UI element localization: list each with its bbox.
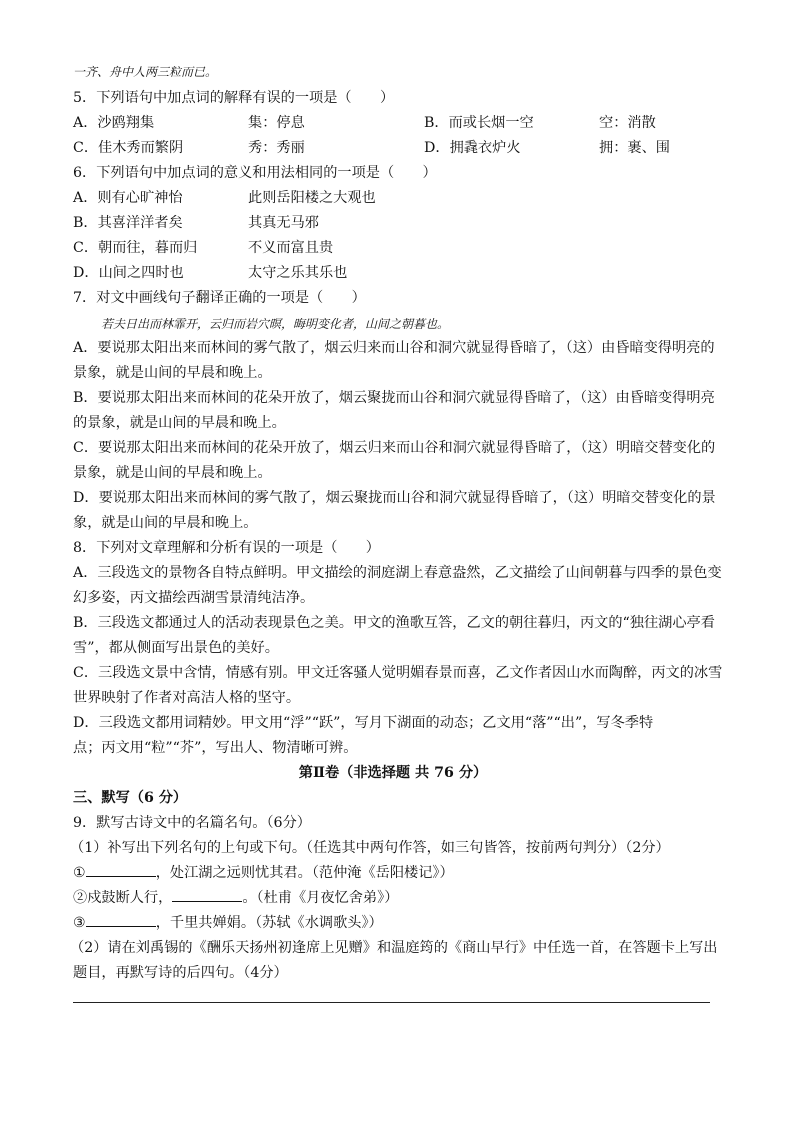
q7-option-c-line2: 景象，就是山间的早晨和晚上。	[73, 465, 272, 481]
q9-item3-blank[interactable]	[86, 914, 156, 927]
q9-item2	[73, 889, 713, 907]
q6-option-c: C．朝而往，暮而归	[73, 240, 198, 256]
q6-option-a-pair: 此则岳阳楼之大观也	[248, 190, 376, 206]
section3-title: 三、默写（6 分）	[73, 790, 188, 806]
q5-stem: 5．下列语句中加点词的解释有误的一项是（ ）	[73, 90, 395, 106]
q6-option-d-pair: 太守之乐其乐也	[248, 265, 348, 281]
q6-stem: 6．下列语句中加点词的意义和用法相同的一项是（ ）	[73, 165, 437, 181]
q7-option-d-line1: D．要说那太阳出来而林间的雾气散了，烟云聚拢而山谷和洞穴就显得昏暗了，（这）明暗交替变化的景	[73, 490, 716, 506]
q9-item1	[73, 864, 713, 882]
q9-sub1: （1）补写出下列名句的上句或下句。（任选其中两句作答，如三句皆答，按前两句判分）（2分）	[70, 840, 670, 856]
q9-sub2-line1: （2）请在刘禹锡的《酬乐天扬州初逢席上见赠》和温庭筠的《商山早行》中任选一首，在答题卡上写出	[70, 940, 718, 956]
q9-item1-prefix: ①	[73, 865, 86, 881]
q9-item3-suffix: ，千里共婵娟。（苏轼《水调歌头》）	[155, 915, 383, 931]
q6-option-b-pair: 其真无马邪	[248, 215, 319, 231]
q5-option-c-gloss: 秀：秀丽	[248, 140, 305, 156]
q8-stem: 8．下列对文章理解和分析有误的一项是（ ）	[73, 540, 380, 556]
q5-option-d-gloss: 拥：裹、围	[599, 140, 670, 156]
q8-option-d-line1: D．三段选文都用词精妙。甲文用“浮”“跃”，写月下湖面的动态；乙文用“落”“出”，写冬季特	[73, 715, 654, 731]
q8-option-d-line2: 点；丙文用“粒”“芥”，写出人、物清晰可辨。	[73, 740, 358, 756]
q8-option-c-line1: C．三段选文景中含情，情感有别。甲文迁客骚人觉明媚春景而喜，乙文作者因山水而陶醉，丙文的冰雪	[73, 665, 723, 681]
q7-option-b-line2: 的景象，就是山间的早晨和晚上。	[73, 415, 286, 431]
q8-option-a-line2: 幻多姿，丙文描绘西湖雪景清纯洁净。	[73, 590, 315, 606]
q5-option-b-gloss: 空：消散	[599, 115, 656, 131]
q6-option-d: D．山间之四时也	[73, 265, 184, 281]
q7-option-a-line1: A．要说那太阳出来而林间的雾气散了，烟云归来而山谷和洞穴就显得昏暗了，（这）由昏暗变得明亮的	[73, 340, 715, 356]
q7-option-d-line2: 象，就是山间的早晨和晚上。	[73, 515, 258, 531]
q9-item2-blank[interactable]	[172, 889, 242, 902]
q9-item1-suffix: ，处江湖之远则忧其君。（范仲淹《岳阳楼记》）	[155, 865, 454, 881]
top-fragment: 一齐、舟中人两三粒而已。	[73, 65, 218, 79]
q9-sub2-line2: 题目，再默写诗的后四句。（4分）	[73, 965, 288, 981]
answer-divider	[73, 1002, 710, 1003]
q5-option-a: A．沙鸥翔集	[73, 115, 155, 131]
q8-option-a-line1: A．三段选文的景物各自特点鲜明。甲文描绘的洞庭湖上春意盎然，乙文描绘了山间朝暮与四季的景色变	[73, 565, 722, 581]
q9-item3	[73, 914, 713, 932]
q7-option-c-line1: C．要说那太阳出来而林间的花朵开放了，烟云归来而山谷和洞穴就显得昏暗了，（这）明暗交替变化的	[73, 440, 716, 456]
q5-option-d: D．拥毳衣炉火	[424, 140, 521, 156]
q9-item3-prefix: ③	[73, 915, 86, 931]
q9-item2-prefix: ②戍鼓断人行，	[73, 890, 173, 906]
q9-item1-blank[interactable]	[86, 864, 156, 877]
q7-option-b-line1: B．要说那太阳出来而林间的花朵开放了，烟云聚拢而山谷和洞穴就显得昏暗了，（这）由昏暗变得明亮	[73, 390, 715, 406]
q9-item2-suffix: 。（杜甫《月夜忆舍弟》）	[242, 890, 399, 906]
q6-option-a: A．则有心旷神怡	[73, 190, 183, 206]
q5-option-c: C．佳木秀而繁阴	[73, 140, 184, 156]
q7-quote: 若夫日出而林霏开，云归而岩穴暝，晦明变化者，山间之朝暮也。	[101, 317, 450, 331]
q6-option-c-pair: 不义而富且贵	[248, 240, 334, 256]
q6-option-b: B．其喜洋洋者矣	[73, 215, 183, 231]
part2-title: 第Ⅱ卷（非选择题 共 76 分）	[298, 765, 488, 781]
q8-option-b-line1: B．三段选文都通过人的活动表现景色之美。甲文的渔歌互答，乙文的朝往暮归，丙文的“独往湖心亭看	[73, 615, 715, 631]
q9-stem: 9．默写古诗文中的名篇名句。（6分）	[73, 815, 311, 831]
q7-option-a-line2: 景象，就是山间的早晨和晚上。	[73, 365, 272, 381]
q5-option-a-gloss: 集：停息	[248, 115, 305, 131]
q7-stem: 7．对文中画线句子翻译正确的一项是（ ）	[73, 290, 366, 306]
q5-option-b: B．而或长烟一空	[424, 115, 534, 131]
q8-option-c-line2: 世界映射了作者对高洁人格的坚守。	[73, 690, 301, 706]
q8-option-b-line2: 雪”，都从侧面写出景色的美好。	[73, 640, 279, 656]
